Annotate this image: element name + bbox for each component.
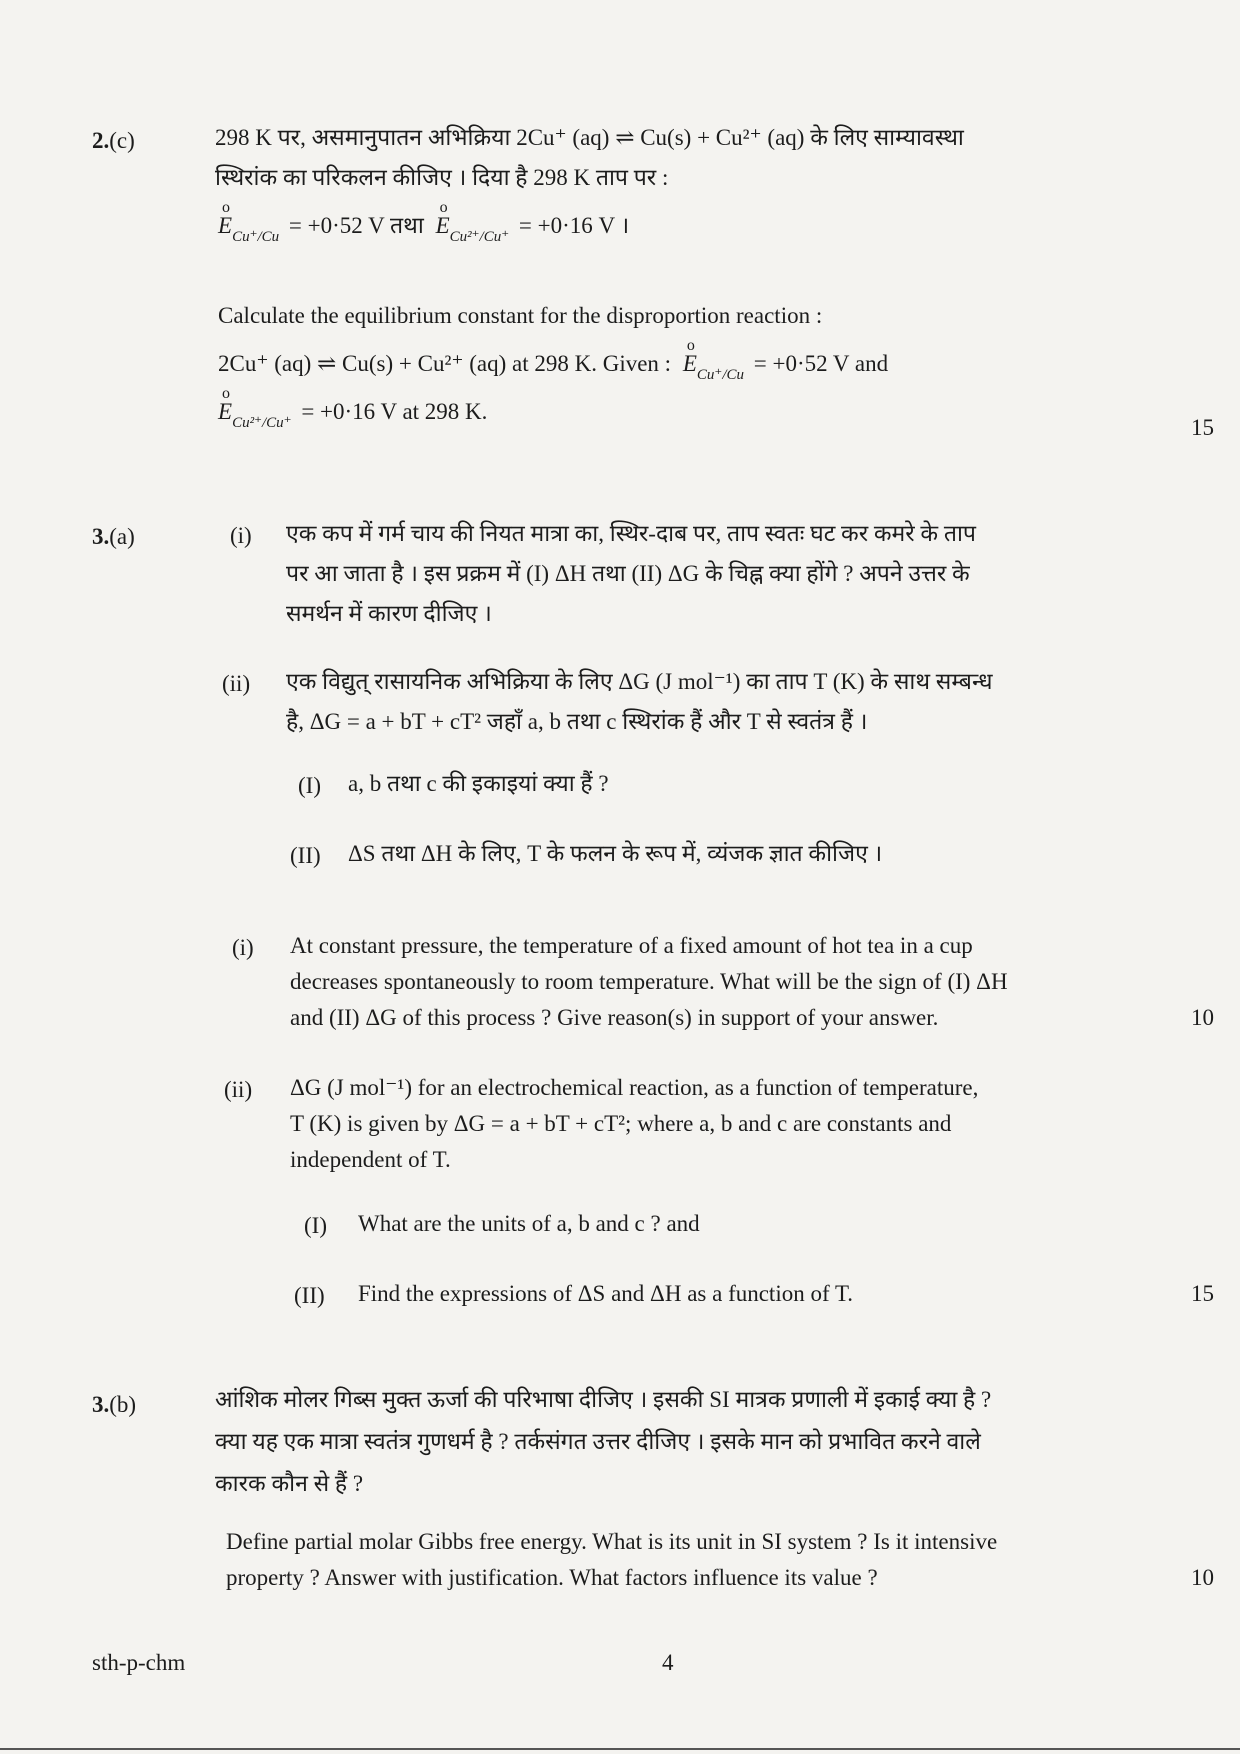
q2c-hindi-line-1: 298 K पर, असमानुपातन अभिक्रिया 2Cu⁺ (aq) ⇌ Cu(s) + Cu²⁺ (aq) के लिए साम्यावस्था	[215, 125, 964, 150]
scan-edge-line	[0, 1748, 1240, 1750]
q3b-english-line-2: property ? Answer with justification. What factors influence its value ?	[226, 1565, 878, 1590]
q2c-marks: 15	[1191, 415, 1214, 440]
sub-label-i: (i)	[230, 523, 252, 548]
q3b-hindi-line-3: कारक कौन से हैं ?	[215, 1471, 364, 1496]
q3b-hindi-line-2: क्या यह एक मात्रा स्वतंत्र गुणधर्म है ? तर्कसंगत उत्तर दीजिए । इसके मान को प्रभावित करने वाले	[215, 1429, 981, 1454]
q2c-english-line-2: 2Cu⁺ (aq) ⇌ Cu(s) + Cu²⁺ (aq) at 298 K. Given : o $E_{Cu^+/Cu} = +0\cdot 52$ V and	[218, 337, 889, 383]
q3a-I-english: What are the units of a, b and c ? and	[358, 1211, 700, 1236]
q3a-II-english: Find the expressions of ΔS and ΔH as a function of T.	[358, 1281, 854, 1306]
q2c-hindi-electrode-potentials: o $E_{Cu^+/Cu} = +0\cdot 52$ V तथा o $E_{Cu^{2+}/Cu^+} = +0\cdot 16$ V ।	[218, 199, 630, 245]
sub-label-II: (II)	[290, 843, 321, 868]
q3a-II-hindi: ΔS तथा ΔH के लिए, T के फलन के रूप में, व्यंजक ज्ञात कीजिए ।	[348, 841, 883, 866]
sub-label-I-english: (I)	[304, 1213, 327, 1238]
sub-label-ii-english: (ii)	[224, 1077, 253, 1102]
question-number-3a: 3.(a)	[92, 524, 135, 549]
q3a-ii-hindi-line-1: एक विद्युत् रासायनिक अभिक्रिया के लिए ΔG (J mol⁻¹) का ताप T (K) के साथ सम्बन्ध	[286, 669, 993, 694]
question-number-3b: 3.(b)	[92, 1392, 137, 1417]
paper-code: sth-p-chm	[92, 1650, 186, 1675]
standard-potential-2: o $E_{Cu^{2+}/Cu^+}$	[435, 199, 510, 245]
question-number-2c: 2.(c)	[92, 128, 135, 153]
q3a-i-hindi-line-3: समर्थन में कारण दीजिए ।	[286, 601, 492, 626]
standard-potential-1: o $E_{Cu^+/Cu}$	[682, 337, 744, 383]
sub-label-i-english: (i)	[232, 935, 254, 960]
q3a-ii-english-line-1: ΔG (J mol⁻¹) for an electrochemical reaction, as a function of temperature,	[290, 1075, 979, 1100]
q2c-english-line-1: Calculate the equilibrium constant for the disproportion reaction :	[218, 303, 823, 328]
standard-potential-1: o $E_{Cu^+/Cu}$	[218, 199, 280, 245]
q3a-i-hindi-line-2: पर आ जाता है । इस प्रक्रम में (I) ΔH तथा (II) ΔG के चिह्न क्या होंगे ? अपने उत्तर के	[286, 561, 970, 586]
q3a-i-english-line-3: and (II) ΔG of this process ? Give reason(s) in support of your answer.	[290, 1005, 939, 1030]
sub-label-II-english: (II)	[294, 1283, 325, 1308]
q3a-i-english-line-1: At constant pressure, the temperature of a fixed amount of hot tea in a cup	[290, 933, 973, 958]
q3a-i-hindi-line-1: एक कप में गर्म चाय की नियत मात्रा का, स्थिर-दाब पर, ताप स्वतः घट कर कमरे के ताप	[286, 521, 976, 546]
q3b-english-line-1: Define partial molar Gibbs free energy. What is its unit in SI system ? Is it intensive	[226, 1529, 998, 1554]
q3a-i-marks: 10	[1191, 1005, 1214, 1030]
standard-potential-2: o $E_{Cu^{2+}/Cu^+}$	[218, 385, 292, 431]
sub-label-ii: (ii)	[222, 671, 251, 696]
q3a-ii-hindi-line-2: है, ΔG = a + bT + cT² जहाँ a, b तथा c स्थिरांक हैं और T से स्वतंत्र हैं ।	[286, 709, 868, 734]
q3a-I-hindi: a, b तथा c की इकाइयां क्या हैं ?	[348, 771, 609, 796]
q2c-hindi-line-2: स्थिरांक का परिकलन कीजिए । दिया है 298 K ताप पर :	[215, 165, 669, 190]
q3a-ii-marks: 15	[1191, 1281, 1214, 1306]
q3b-marks: 10	[1191, 1565, 1214, 1590]
q3b-hindi-line-1: आंशिक मोलर गिब्स मुक्त ऊर्जा की परिभाषा दीजिए । इसकी SI मात्रक प्रणाली में इकाई क्या है ?	[215, 1387, 992, 1412]
page-number: 4	[662, 1650, 674, 1675]
q2c-english-line-3: o $E_{Cu^{2+}/Cu^+} = +0\cdot 16$ V at 298 K.	[218, 385, 488, 431]
q3a-i-english-line-2: decreases spontaneously to room temperature. What will be the sign of (I) ΔH	[290, 969, 1008, 994]
sub-label-I: (I)	[298, 773, 321, 798]
q3a-ii-english-line-2: T (K) is given by ΔG = a + bT + cT²; where a, b and c are constants and	[290, 1111, 952, 1136]
q3a-ii-english-line-3: independent of T.	[290, 1147, 451, 1172]
